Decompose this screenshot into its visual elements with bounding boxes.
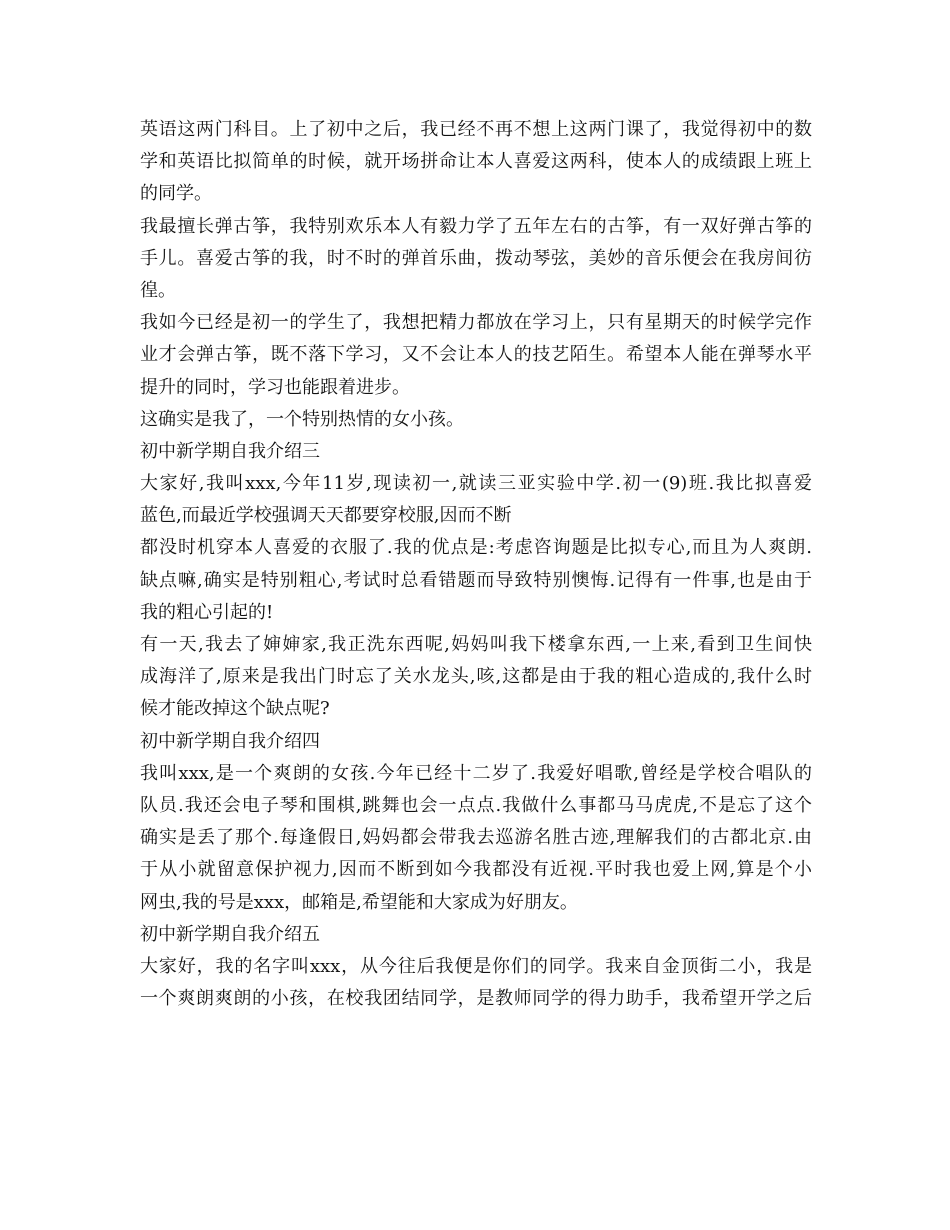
paragraph-line: 蓝色,而最近学校强调天天都要穿校服,因而不断 bbox=[140, 505, 512, 527]
paragraph-line: 大家好,我叫xxx,今年11岁,现读初一,就读三亚实验中学.初一(9)班.我比拟喜爱 bbox=[140, 473, 812, 495]
paragraph-line: 都没时机穿本人喜爱的衣服了.我的优点是:考虑咨询题是比拟专心,而且为人爽朗. bbox=[140, 537, 812, 559]
paragraph-line: 我叫xxx,是一个爽朗的女孩.今年已经十二岁了.我爱好唱歌,曾经是学校合唱队的 bbox=[140, 762, 812, 784]
document-body bbox=[140, 114, 812, 1015]
paragraph-line: 手儿。喜爱古筝的我，时不时的弹首乐曲，拨动琴弦，美妙的音乐便会在我房间彷 bbox=[140, 247, 812, 269]
paragraph-line: 大家好，我的名字叫xxx，从今往后我便是你们的同学。我来自金顶街二小，我是 bbox=[140, 955, 812, 977]
paragraph-line: 我最擅长弹古筝，我特别欢乐本人有毅力学了五年左右的古筝，有一双好弹古筝的 bbox=[140, 215, 812, 237]
section-heading: 初中新学期自我介绍五 bbox=[140, 923, 320, 945]
paragraph-line: 这确实是我了，一个特别热情的女小孩。 bbox=[140, 408, 464, 430]
paragraph-line: 徨。 bbox=[140, 279, 176, 301]
paragraph-line: 我的粗心引起的! bbox=[140, 601, 274, 623]
paragraph-line: 缺点嘛,确实是特别粗心,考试时总看错题而导致特别懊悔.记得有一件事,也是由于 bbox=[140, 569, 812, 591]
paragraph-line: 确实是丢了那个.每逢假日,妈妈都会带我去巡游名胜古迹,理解我们的古都北京.由 bbox=[140, 827, 812, 849]
paragraph-line: 英语这两门科目。上了初中之后，我已经不再不想上这两门课了，我觉得初中的数 bbox=[140, 119, 812, 140]
paragraph-line: 一个爽朗爽朗的小孩，在校我团结同学，是教师同学的得力助手，我希望开学之后 bbox=[140, 988, 812, 1010]
paragraph-line: 学和英语比拟简单的时候，就开场拼命让本人喜爱这两科，使本人的成绩跟上班上 bbox=[140, 151, 812, 173]
paragraph-line: 队员.我还会电子琴和围棋,跳舞也会一点点.我做什么事都马马虎虎,不是忘了这个 bbox=[140, 794, 812, 816]
paragraph-line: 的同学。 bbox=[140, 183, 212, 205]
section-heading: 初中新学期自我介绍三 bbox=[140, 440, 320, 462]
paragraph-line: 候才能改掉这个缺点呢? bbox=[140, 698, 330, 720]
paragraph-line: 成海洋了,原来是我出门时忘了关水龙头,咳,这都是由于我的粗心造成的,我什么时 bbox=[140, 666, 812, 688]
paragraph-line: 我如今已经是初一的学生了，我想把精力都放在学习上，只有星期天的时候学完作 bbox=[140, 312, 812, 334]
paragraph-line: 业才会弹古筝，既不落下学习，又不会让本人的技艺陌生。希望本人能在弹琴水平 bbox=[140, 344, 812, 366]
paragraph-line: 于从小就留意保护视力,因而不断到如今我都没有近视.平时我也爱上网,算是个小 bbox=[140, 859, 812, 881]
paragraph-line: 提升的同时，学习也能跟着进步。 bbox=[140, 376, 410, 398]
paragraph-line: 有一天,我去了婶婶家,我正洗东西呢,妈妈叫我下楼拿东西,一上来,看到卫生间快 bbox=[140, 634, 812, 655]
section-heading: 初中新学期自我介绍四 bbox=[140, 730, 320, 752]
paragraph-line: 网虫,我的号是xxx，邮箱是,希望能和大家成为好朋友。 bbox=[140, 891, 578, 913]
